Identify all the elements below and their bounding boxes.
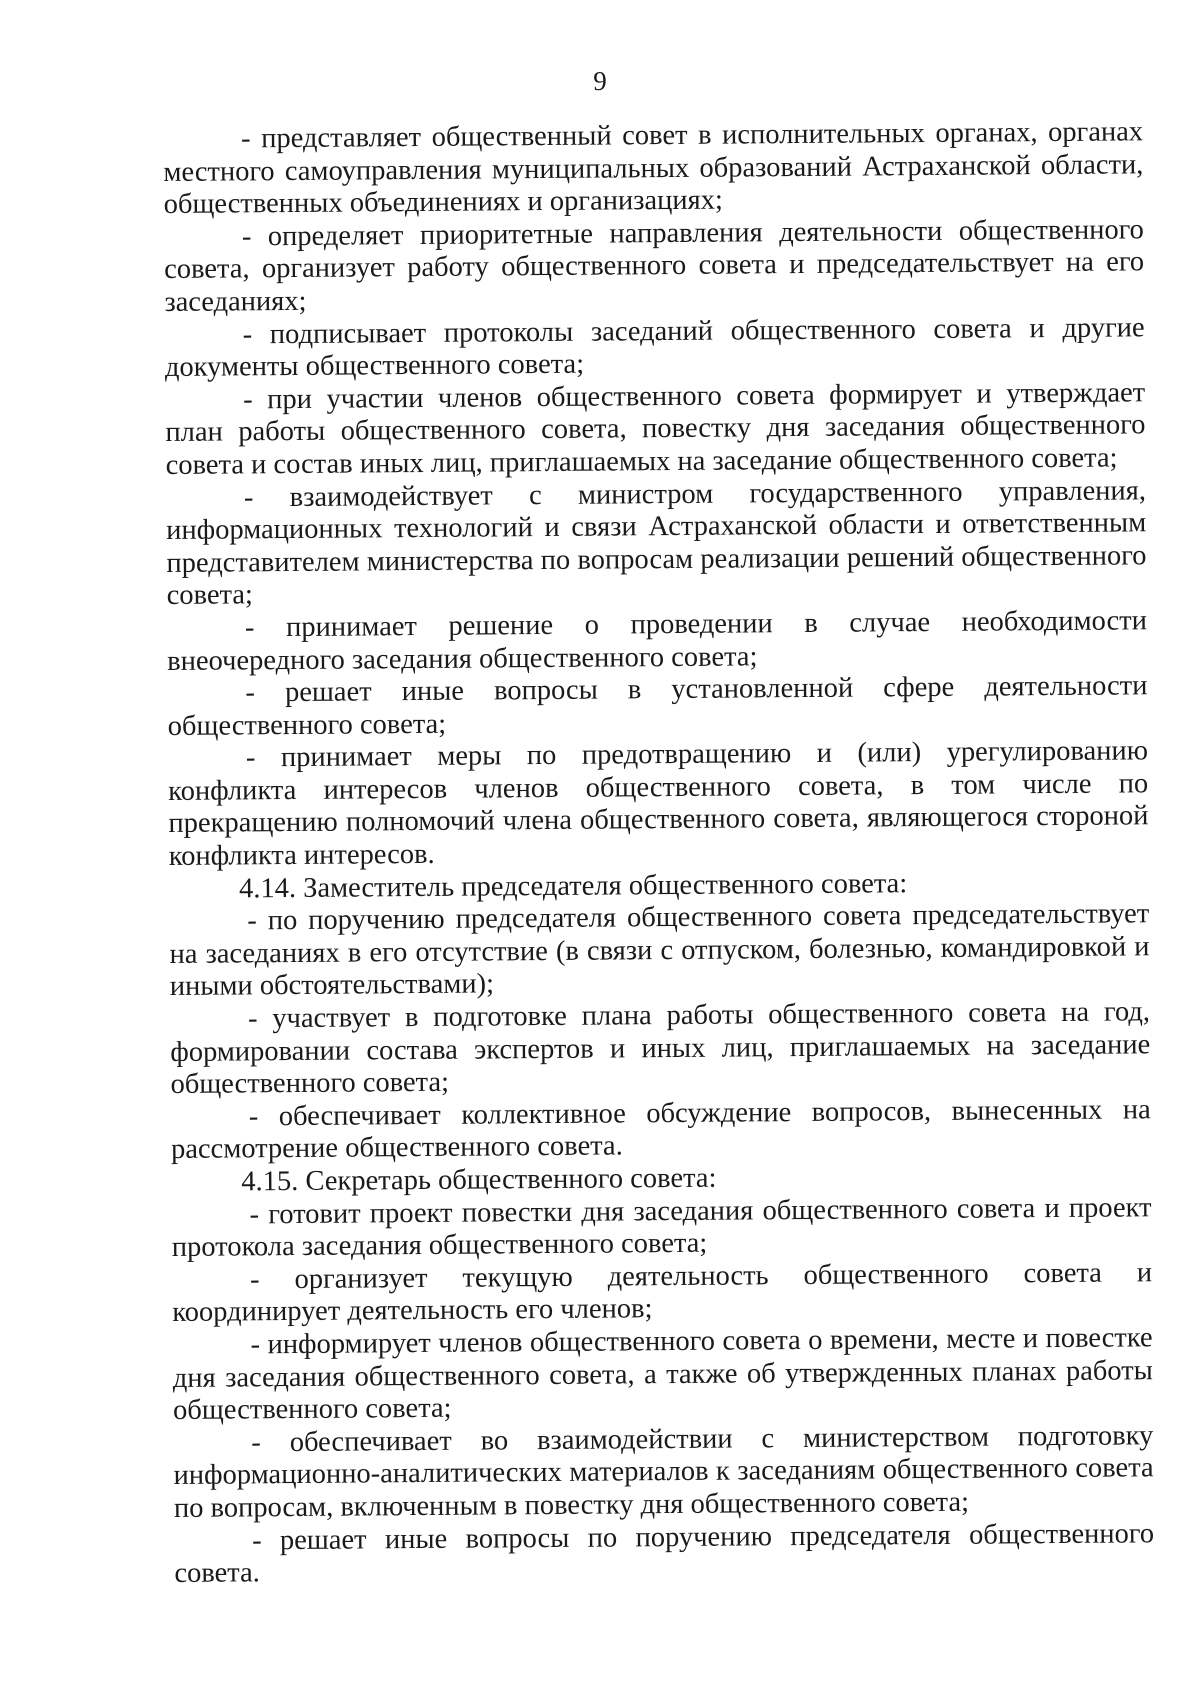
deputy-duty-plan: - участвует в подготовке плана работы общественного совета на год, формировании состава экспертов и иных лиц, приглашаемых на заседание общественного совета;: [170, 996, 1151, 1101]
page-number: 9: [593, 66, 607, 96]
chair-duty-extraordinary-meeting: - принимает решение о проведении в случае необходимости внеочередного заседания общественного совета;: [167, 605, 1148, 677]
chair-duty-conflict-of-interest: - принимает меры по предотвращению и (или) урегулированию конфликта интересов членов общественного совета, в том числе по прекращению полномочий члена общественного совета, являющегося стороной конфликта интересов.: [168, 735, 1149, 873]
section-heading-4-15: 4.15. Секретарь общественного совета:: [241, 1162, 717, 1198]
secretary-duty-other-questions: - решает иные вопросы по поручению председателя общественного совета.: [174, 1517, 1155, 1590]
chair-duty-represent: - представляет общественный совет в исполнительных органах, органах местного самоуправления муниципальных образований Астраханской области, общественных объединениях и организациях;: [163, 116, 1144, 221]
secretary-duty-organize: - организует текущую деятельность общественного совета и координирует деятельность его членов;: [172, 1257, 1153, 1329]
chair-duty-work-plan: - при участии членов общественного совета формирует и утверждает план работы общественного совета, повестку дня заседания общественного совета и состав иных лиц, приглашаемых на заседание общественного совета;: [165, 377, 1146, 481]
chair-duty-priorities: - определяет приоритетные направления деятельности общественного совета, организует работу общественного совета и председательствует на его заседаниях;: [164, 214, 1145, 318]
secretary-duty-inform: - информирует членов общественного совета о времени, месте и повестке дня заседания общественного совета, а также об утвержденных планах работы общественного совета;: [172, 1322, 1153, 1427]
deputy-duty-discussion: - обеспечивает коллективное обсуждение вопросов, вынесенных на рассмотрение общественного совета.: [170, 1094, 1151, 1166]
deputy-duty-preside: - по поручению председателя общественного совета председательствует на заседаниях в его отсутствие (в связи с отпуском, болезнью, командировкой и иными обстоятельствами);: [169, 898, 1150, 1003]
document-body: [163, 116, 1154, 1590]
chair-duty-other-questions: - решает иные вопросы в установленной сфере деятельности общественного совета;: [167, 670, 1148, 742]
chair-duty-sign-protocols: - подписывает протоколы заседаний общественного совета и другие документы общественного совета;: [164, 311, 1145, 384]
secretary-duty-agenda: - готовит проект повестки дня заседания общественного совета и проект протокола заседания общественного совета;: [171, 1191, 1152, 1264]
chair-duty-interaction: - взаимодействует с министром государственного управления, информационных технологий и связи Астраханской области и ответственным представителем министерства по вопросам реализации решений общественного совета;: [166, 474, 1147, 612]
secretary-duty-materials: - обеспечивает во взаимодействии с министерством подготовку информационно-аналитических материалов к заседаниям общественного совета по вопросам, включенным в повестку дня общественного совета;: [173, 1420, 1154, 1524]
section-heading-4-14: 4.14. Заместитель председателя общественного совета:: [238, 867, 908, 905]
